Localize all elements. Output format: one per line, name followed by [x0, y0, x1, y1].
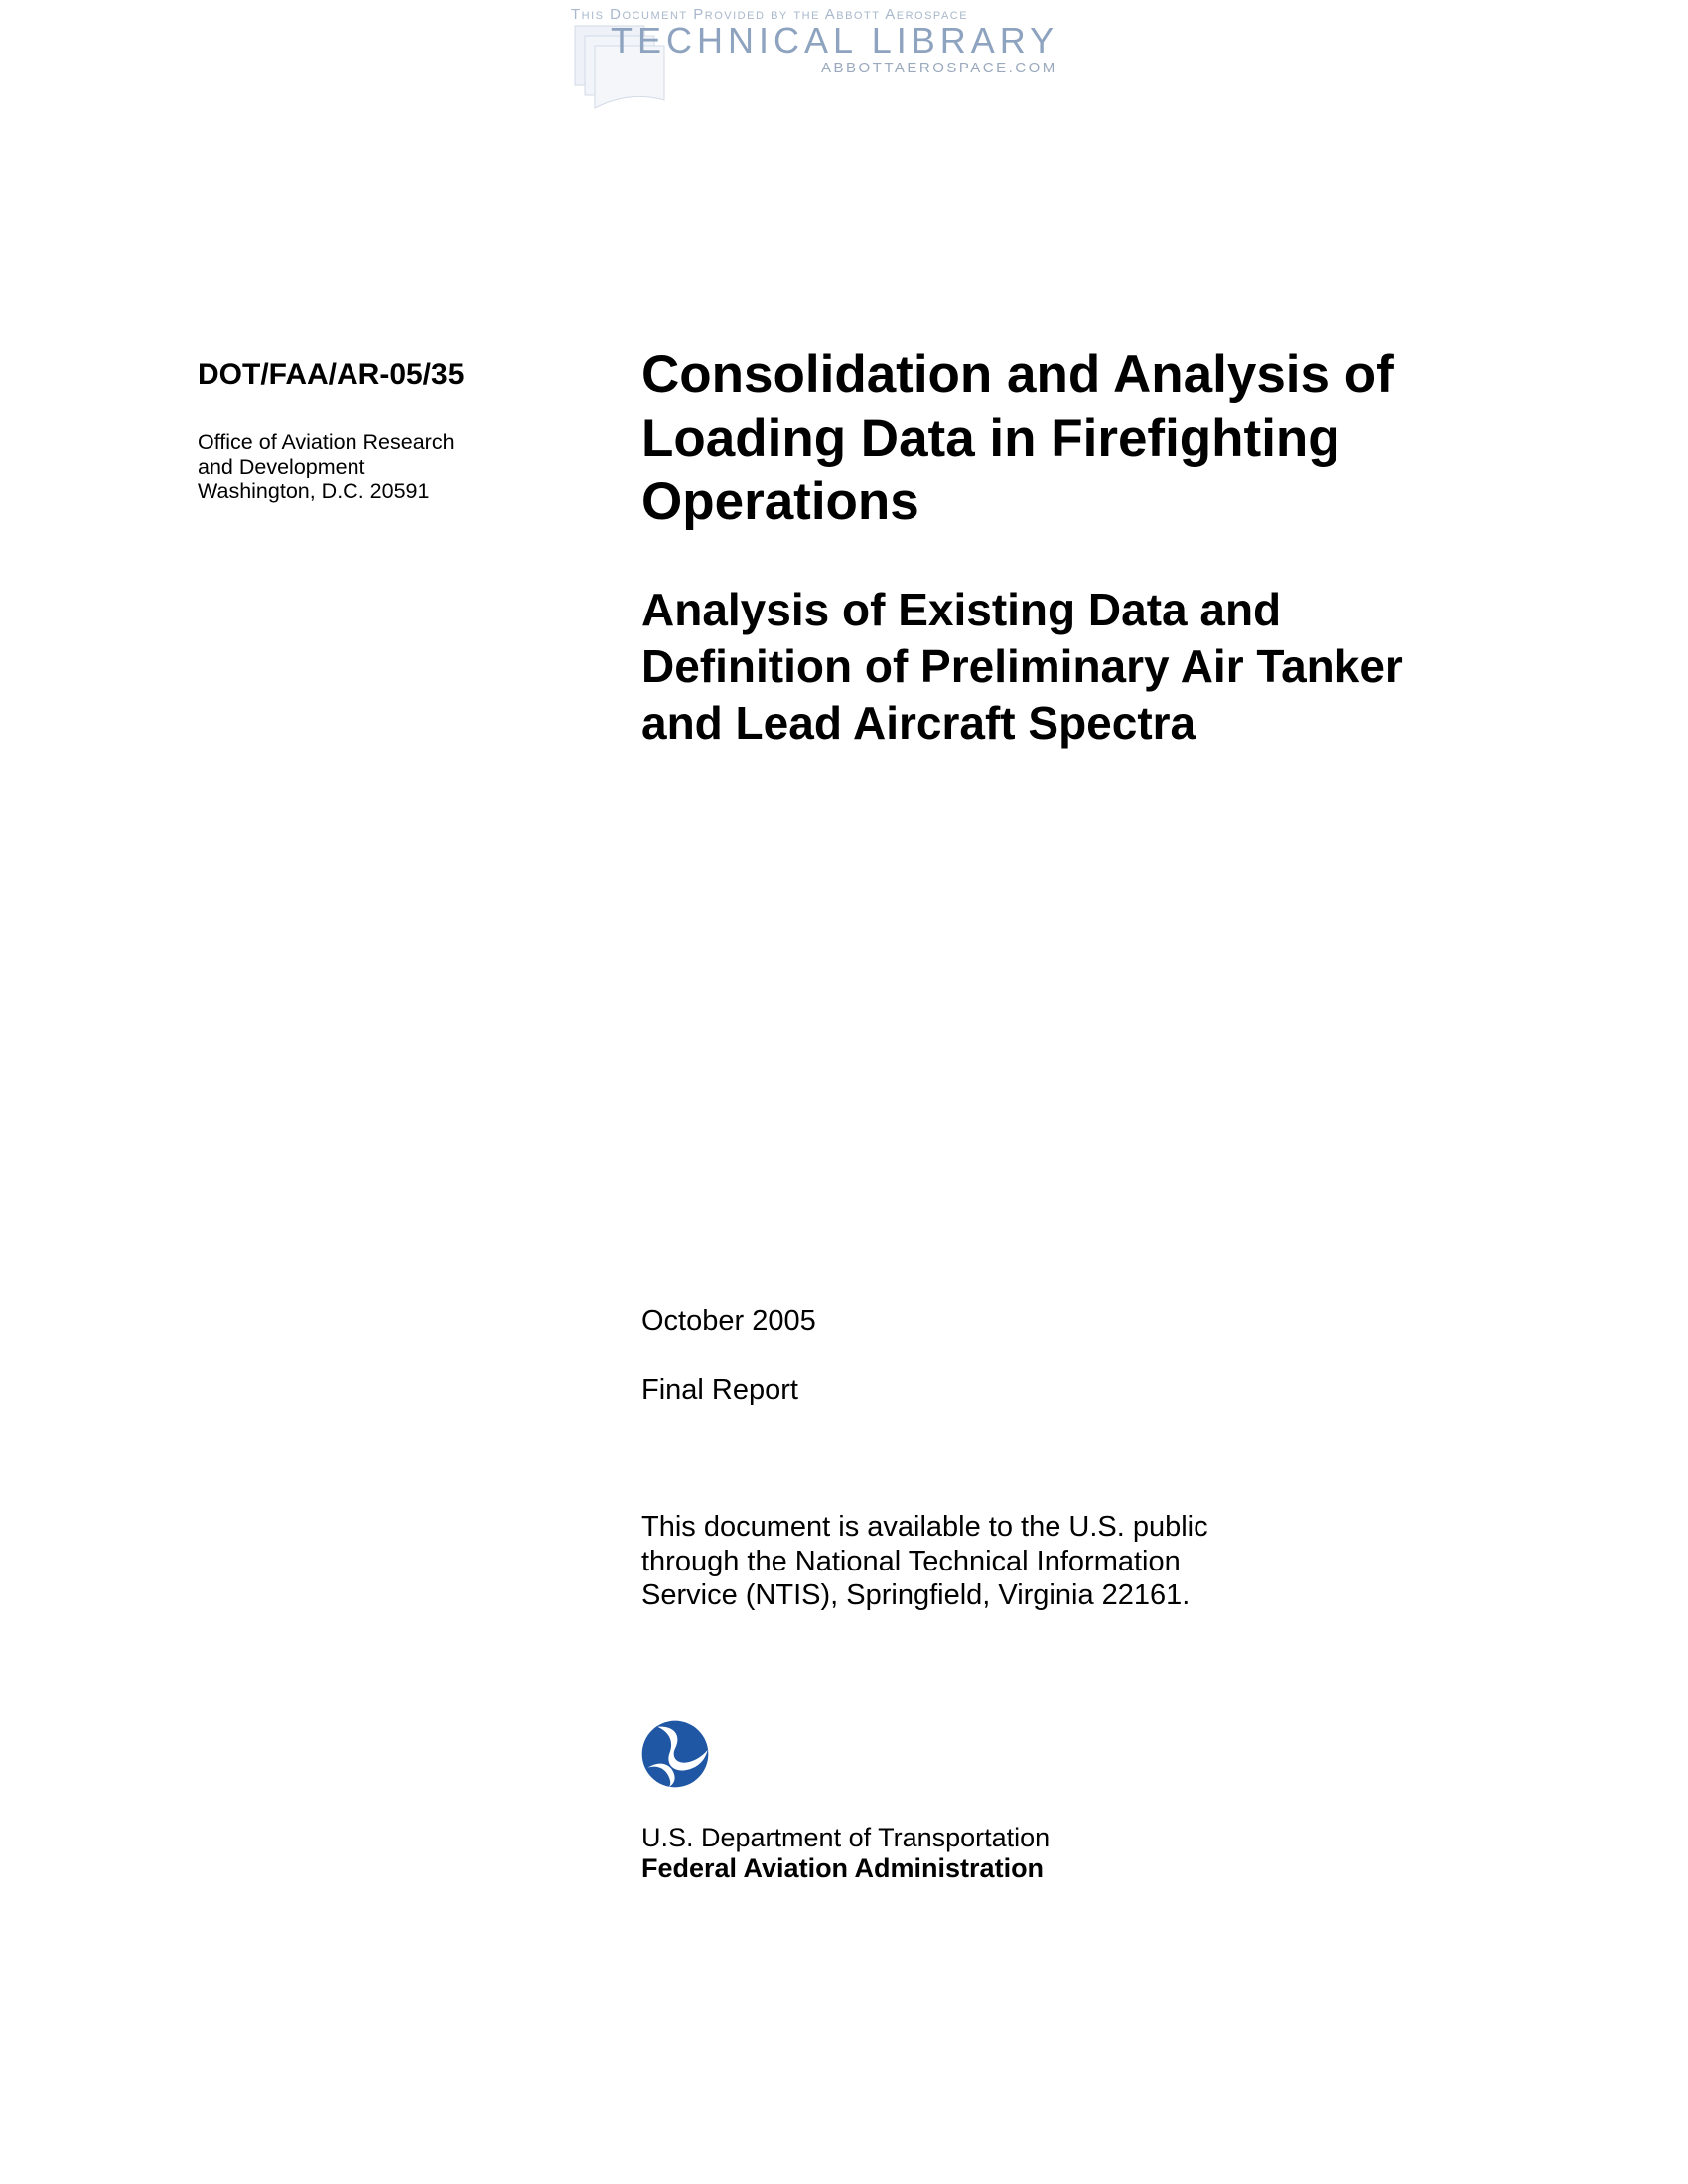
- title-line: Loading Data in Firefighting: [641, 409, 1340, 468]
- report-date: October 2005: [641, 1305, 816, 1337]
- watermark-top-line: This Document Provided by the Abbott Aerospace: [571, 6, 969, 23]
- report-subtitle: [641, 582, 1403, 751]
- report-number: DOT/FAA/AR-05/35: [198, 358, 465, 391]
- office-address: [198, 430, 455, 504]
- department-name: U.S. Department of Transportation: [641, 1823, 1051, 1852]
- watermark-url: ABBOTTAEROSPACE.COM: [821, 60, 1057, 76]
- availability-line: This document is available to the U.S. public: [641, 1511, 1208, 1543]
- availability-line: through the National Technical Information: [641, 1545, 1181, 1577]
- subtitle-line: Definition of Preliminary Air Tanker: [641, 640, 1403, 692]
- subtitle-line: and Lead Aircraft Spectra: [641, 697, 1196, 749]
- abbott-aerospace-watermark: [571, 4, 1082, 113]
- availability-statement: [641, 1510, 1208, 1613]
- watermark-title: TECHNICAL LIBRARY: [611, 20, 1059, 61]
- availability-line: Service (NTIS), Springfield, Virginia 22161.: [641, 1579, 1191, 1611]
- title-line: Operations: [641, 473, 919, 531]
- agency-name: Federal Aviation Administration: [641, 1853, 1045, 1883]
- report-type: Final Report: [641, 1374, 798, 1406]
- report-title: [641, 343, 1394, 534]
- office-line: Washington, D.C. 20591: [198, 479, 430, 503]
- subtitle-line: Analysis of Existing Data and: [641, 584, 1282, 635]
- office-line: and Development: [198, 455, 365, 478]
- dot-triskelion-logo-icon: [641, 1720, 709, 1788]
- title-line: Consolidation and Analysis of: [641, 345, 1394, 404]
- office-line: Office of Aviation Research: [198, 430, 455, 454]
